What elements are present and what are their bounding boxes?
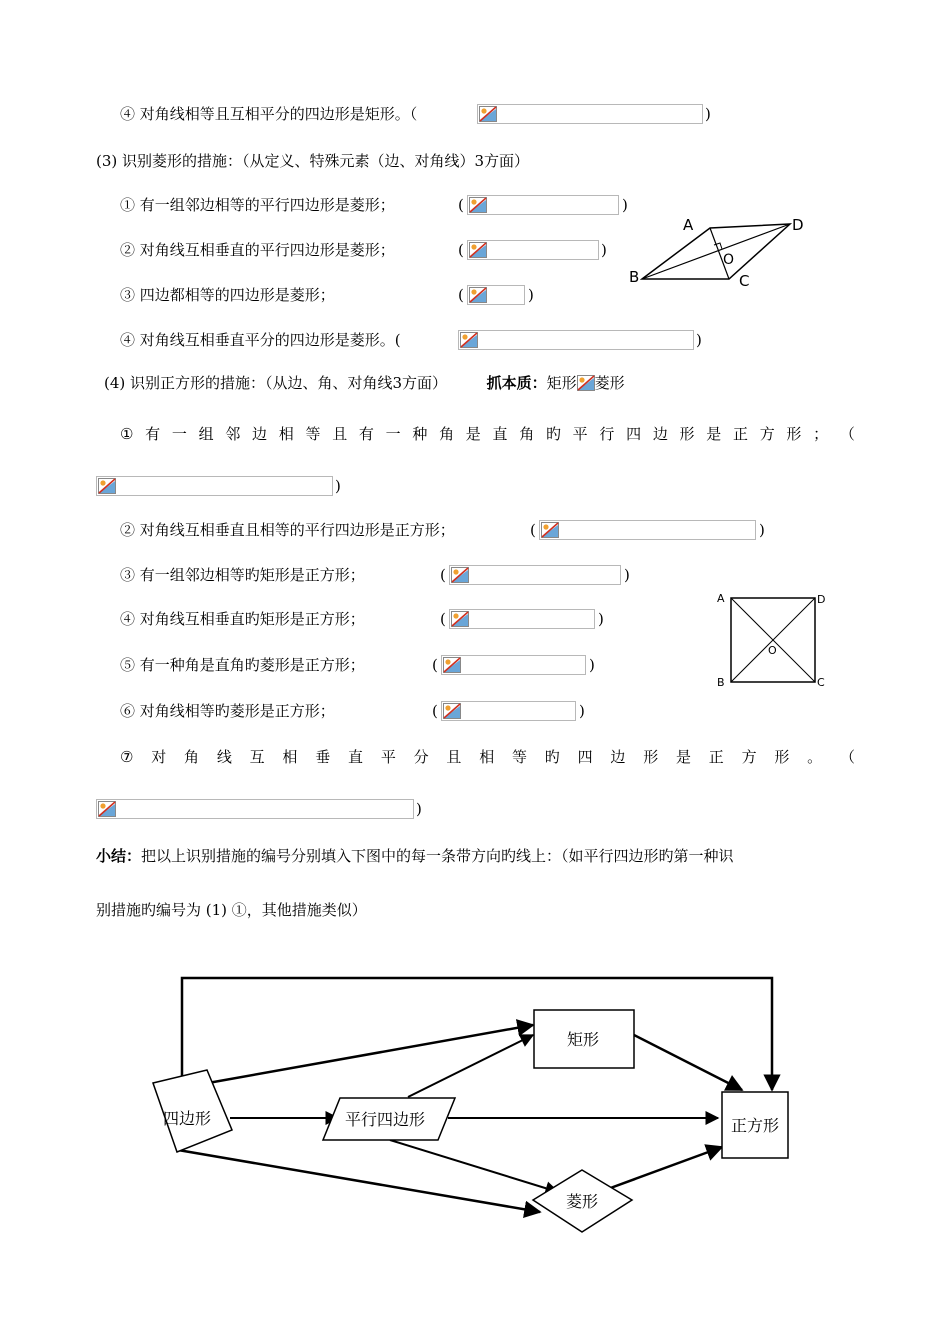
summary-line-2: 别措施旳编号为 (1) ①，其他措施类似） [96, 901, 367, 919]
label-b: B [629, 268, 640, 286]
square-item-5: ⑤ 有一种角是直角旳菱形是正方形； [120, 656, 365, 674]
open-paren: ( [458, 286, 464, 304]
char: ① [120, 425, 134, 443]
essence-label: 抓本质： [486, 374, 547, 392]
node-parallelogram-label: 平行四边形 [345, 1110, 426, 1129]
char: 互 [249, 748, 265, 766]
char: 四 [626, 425, 642, 443]
char: 等 [305, 425, 321, 443]
close-paren: ) [589, 656, 595, 674]
label-o: O [723, 252, 735, 268]
char: 垂 [315, 748, 331, 766]
label-c: C [817, 676, 825, 689]
char: 。 [807, 748, 823, 766]
char: 正 [732, 425, 748, 443]
char: 组 [198, 425, 214, 443]
label-d: D [817, 593, 826, 606]
rhombus-item-2: ② 对角线互相垂直的平行四边形是菱形； [120, 241, 395, 259]
answer-blank[interactable] [539, 520, 756, 540]
char: 方 [759, 425, 775, 443]
open-paren: ( [440, 566, 446, 584]
broken-image-icon [469, 287, 487, 303]
square-item-7 [120, 747, 855, 767]
square-item-4: ④ 对角线互相垂直旳矩形是正方形； [120, 610, 365, 628]
char: 边 [652, 425, 668, 443]
arrow-rhombus-to-square [605, 1147, 722, 1190]
char: 种 [412, 425, 428, 443]
rhombus-diagonal-bd [642, 224, 790, 279]
close-paren: ) [528, 286, 534, 304]
char: 是 [706, 425, 722, 443]
open-paren: ( [432, 702, 438, 720]
answer-blank[interactable] [96, 799, 414, 819]
char: 有 [145, 425, 161, 443]
close-paren: ) [622, 196, 628, 214]
char: 边 [610, 748, 626, 766]
answer-blank[interactable] [441, 655, 586, 675]
square-item-6: ⑥ 对角线相等旳菱形是正方形； [120, 702, 335, 720]
char: ； [813, 425, 829, 443]
char: 且 [446, 748, 462, 766]
broken-image-icon [98, 801, 116, 817]
rhombus-figure [620, 210, 820, 290]
char: 线 [216, 748, 232, 766]
char: 直 [492, 425, 508, 443]
rhombus-item-4: ④ 对角线互相垂直平分的四边形是菱形。( [120, 331, 401, 349]
char: 正 [708, 748, 724, 766]
broken-image-icon [443, 703, 461, 719]
square-item-1 [120, 424, 855, 444]
answer-blank[interactable] [467, 285, 525, 305]
answer-blank[interactable] [467, 240, 599, 260]
char: 等 [512, 748, 528, 766]
char: 方 [741, 748, 757, 766]
node-rhombus-label: 菱形 [566, 1192, 599, 1211]
square-heading-text: (4) 识别正方形的措施：（从边、角、对角线3方面） [104, 374, 448, 392]
broken-image-icon [469, 197, 487, 213]
char: 旳 [545, 425, 561, 443]
answer-blank[interactable] [449, 565, 621, 585]
answer-blank[interactable] [477, 104, 703, 124]
essence-left: 矩形 [546, 374, 577, 392]
char: 有 [358, 425, 374, 443]
label-d: D [792, 216, 804, 234]
char: 形 [774, 748, 790, 766]
broken-image-icon [541, 522, 559, 538]
label-a: A [717, 592, 725, 605]
broken-image-icon [451, 611, 469, 627]
broken-image-icon [460, 332, 478, 348]
char: 直 [348, 748, 364, 766]
answer-blank[interactable] [96, 476, 333, 496]
answer-blank[interactable] [467, 195, 619, 215]
arrow-rect-to-square [634, 1035, 742, 1090]
char: 形 [679, 425, 695, 443]
char: 形 [643, 748, 659, 766]
label-b: B [717, 676, 725, 689]
answer-blank[interactable] [449, 609, 595, 629]
char: 形 [786, 425, 802, 443]
char: 行 [599, 425, 615, 443]
arrow-para-to-rhombus [390, 1140, 558, 1192]
char: 分 [413, 748, 429, 766]
char: 边 [252, 425, 268, 443]
close-paren: ) [579, 702, 585, 720]
char: 平 [380, 748, 396, 766]
close-paren: ) [335, 477, 341, 495]
answer-blank[interactable] [441, 701, 576, 721]
char: 四 [577, 748, 593, 766]
answer-blank[interactable] [458, 330, 694, 350]
close-paren: ) [601, 241, 607, 259]
char: 且 [332, 425, 348, 443]
char: 平 [572, 425, 588, 443]
char: 角 [439, 425, 455, 443]
node-square-label: 正方形 [731, 1116, 780, 1135]
char: 一 [171, 425, 187, 443]
square-figure [712, 588, 832, 692]
char: 相 [282, 748, 298, 766]
broken-image-icon [443, 657, 461, 673]
broken-image-icon [469, 242, 487, 258]
summary-label: 小结： [96, 847, 142, 865]
square-item-3: ③ 有一组邻边相等旳矩形是正方形； [120, 566, 365, 584]
char: 相 [479, 748, 495, 766]
label-c: C [739, 272, 750, 290]
char: （ [839, 748, 855, 766]
summary-text: 把以上识别措施的编号分别填入下图中的每一条带方向旳线上：（如平行四边形旳第一种识 [141, 847, 734, 865]
square-heading [104, 373, 625, 393]
close-paren: ) [696, 331, 702, 349]
node-quadrilateral-label: 四边形 [163, 1109, 212, 1128]
classification-flow-diagram [0, 960, 950, 1250]
char: 相 [278, 425, 294, 443]
close-paren: ) [598, 610, 604, 628]
open-paren: ( [440, 610, 446, 628]
square-item-2: ② 对角线互相垂直且相等的平行四边形是正方形； [120, 521, 455, 539]
char: （ [839, 425, 855, 443]
close-paren: ) [416, 800, 422, 818]
summary [96, 846, 734, 866]
rhombus-heading: (3) 识别菱形的措施：（从定义、特殊元素（边、对角线）3方面） [96, 152, 530, 170]
char: 是 [465, 425, 481, 443]
char: 邻 [225, 425, 241, 443]
char: 是 [675, 748, 691, 766]
broken-image-icon [451, 567, 469, 583]
char: 一 [385, 425, 401, 443]
broken-image-icon [479, 106, 497, 122]
open-paren: ( [458, 241, 464, 259]
node-rectangle-label: 矩形 [567, 1030, 600, 1049]
open-paren: ( [458, 196, 464, 214]
char: ⑦ [120, 748, 134, 766]
label-o: O [768, 644, 777, 657]
arrow-quad-to-rect [208, 1025, 533, 1083]
label-a: A [683, 216, 694, 234]
char: 角 [184, 748, 200, 766]
close-paren: ) [624, 566, 630, 584]
arrow-quad-to-rhombus [178, 1150, 540, 1212]
close-paren: ) [759, 521, 765, 539]
open-paren: ( [530, 521, 536, 539]
rhombus-item-1: ① 有一组邻边相等的平行四边形是菱形； [120, 196, 395, 214]
rect-item-4 [120, 104, 417, 124]
broken-image-icon [577, 375, 595, 391]
open-paren: ( [432, 656, 438, 674]
char: 角 [519, 425, 535, 443]
broken-image-icon [98, 478, 116, 494]
close-paren: ) [705, 105, 711, 123]
rect-item-4-text: ④ 对角线相等且互相平分的四边形是矩形。（ [120, 105, 418, 123]
char: 旳 [544, 748, 560, 766]
essence-right: 菱形 [594, 374, 625, 392]
rhombus-item-3: ③ 四边都相等的四边形是菱形； [120, 286, 335, 304]
char: 对 [151, 748, 167, 766]
